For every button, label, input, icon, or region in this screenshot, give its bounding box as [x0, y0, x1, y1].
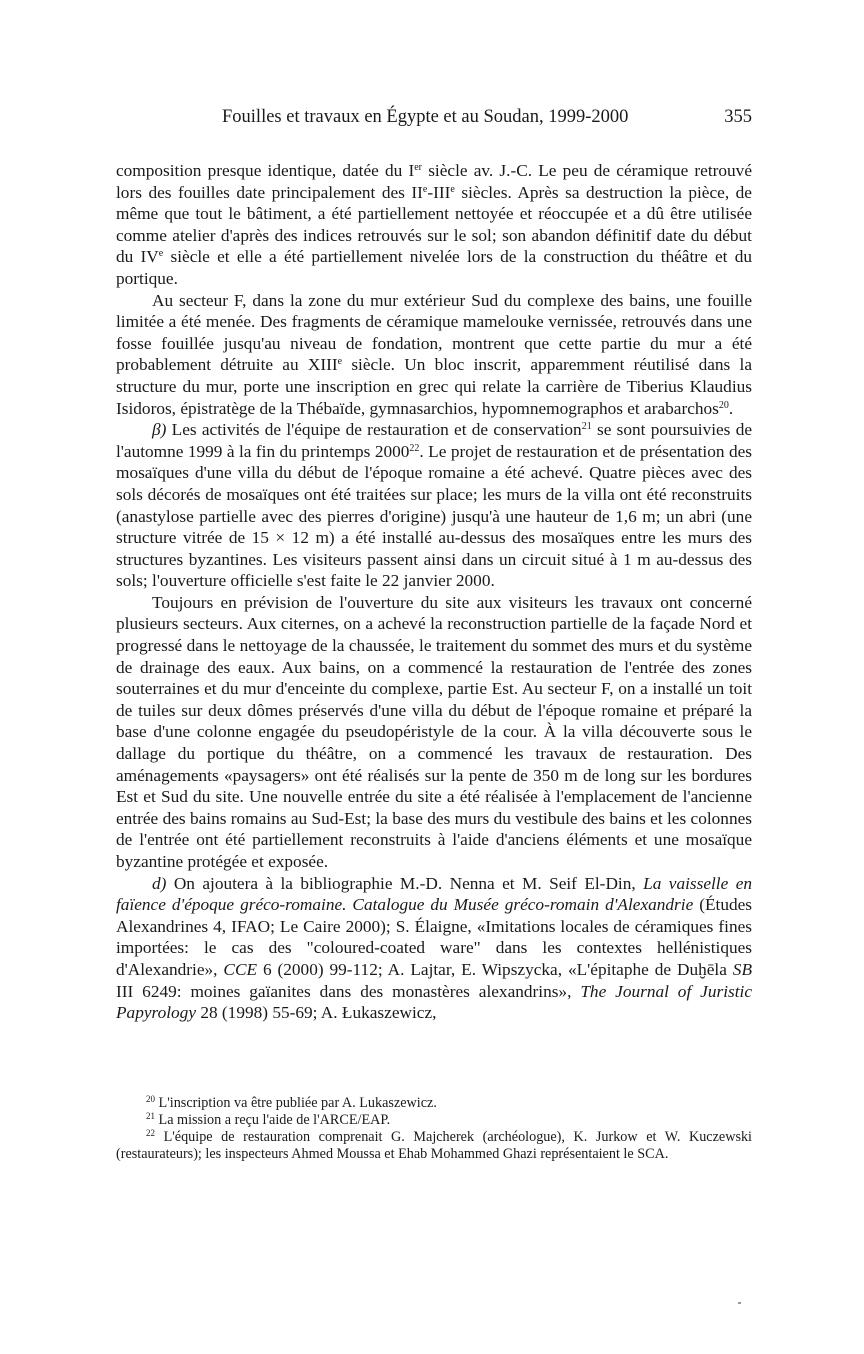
text-run: .	[728, 398, 734, 418]
footnote-number: 21	[146, 1111, 155, 1121]
paragraph	[116, 290, 752, 420]
footnote-number: 20	[146, 1094, 155, 1104]
footnote-number: 22	[146, 1128, 155, 1138]
superscript: e	[450, 183, 455, 195]
text-run: Au secteur F, dans la zone du mur extérieur Sud du complexe des bains, une fouille limitée a été menée. Des fragments de céramique mamelouke vernissée, retrouvés dans une fosse fouillée jusqu'au niveau de fondation, montrent que cette partie du mur a été probablement détruite au XIII	[116, 290, 752, 375]
text-run: III 6249: moines gaïanites dans des monastères alexandrins»,	[116, 981, 581, 1001]
paragraph	[116, 419, 752, 592]
text-run: -III	[427, 182, 451, 202]
text-run: 28 (1998) 55-69; A. Łukaszewicz,	[196, 1003, 437, 1023]
footnote-text: La mission a reçu l'aide de l'ARCE/EAP.	[155, 1112, 391, 1128]
superscript: e	[422, 183, 428, 195]
italic-text: The Journal of Juristic Papyrology	[116, 981, 752, 1023]
superscript: er	[414, 162, 423, 173]
superscript: e	[158, 248, 164, 260]
footnote-text: L'équipe de restauration comprenait G. Majcherek (archéologue), K. Jurkow et W. Kuczewski (restaurateurs); les inspecteurs Ahmed Moussa et Ehab Mohammed Ghazi représentaient le SCA.	[116, 1129, 752, 1162]
scan-speck	[738, 1302, 741, 1304]
paragraph	[116, 592, 752, 873]
running-title: Fouilles et travaux en Égypte et au Soudan, 1999-2000	[222, 107, 629, 127]
footnote	[116, 1129, 752, 1163]
superscript: e	[337, 356, 343, 368]
superscript: 21	[581, 421, 592, 433]
text-run: 6 (2000) 99-112; A. Lajtar, E. Wipszycka, «L'épitaphe de Duḫēla	[257, 959, 733, 979]
italic-text: SB	[732, 959, 752, 979]
text-run: Les activités de l'équipe de restauration et de conservation	[166, 420, 582, 440]
text-run: siècle av. J.-C. Le peu de céramique retrouvé lors des fouilles date principalement des II	[116, 161, 752, 202]
italic-text: β)	[152, 420, 167, 440]
text-run: On ajoutera à la bibliographie M.-D. Nenna et M. Seif El-Din,	[166, 873, 644, 893]
text-run: siècle. Un bloc inscrit, apparemment réutilisé dans la structure du mur, porte une inscription en grec qui relate la carrière de Tiberius Klaudius Isidoros, épistratège de la Thébaïde, gymnasarchios, hypomnemographos et arabarchos	[116, 355, 752, 418]
running-header	[116, 104, 752, 130]
footnote	[116, 1112, 752, 1129]
paragraph	[116, 873, 752, 1024]
italic-text: CCE	[223, 959, 258, 979]
text-run: siècles. Après sa destruction la pièce, de même que tout le bâtiment, a été partiellement nettoyée et réoccupée et a dû être utilisée comme atelier d'après des indices retrouvés sur le sol; son abandon définitif date du début du IV	[116, 182, 752, 267]
footnote-text: L'inscription va être publiée par A. Lukaszewicz.	[155, 1095, 437, 1111]
page-number: 355	[724, 107, 752, 127]
footnotes	[116, 1095, 752, 1163]
main-text	[116, 160, 752, 1024]
text-run: composition presque identique, datée du I	[116, 161, 415, 180]
text-run: . Le projet de restauration et de présentation des mosaïques d'une villa du début de l'époque romaine a été achevé. Quatre pièces avec des sols décorés de mosaïques ont été traitées sur place; les murs de la villa ont été reconstruits (anastylose partielle avec des pierres d'origine) jusqu'à une hauteur de 1,6 m; un abri (une structure vitrée de 15 × 12 m) a été installé au-dessus des mosaïques entre les murs des structures byzantines. Les visiteurs passent ainsi dans un circuit situé à 1 m au-dessus des sols; l'ouverture officielle s'est faite le 22 janvier 2000.	[116, 441, 752, 591]
footnote	[116, 1095, 752, 1112]
text-run: (Études Alexandrines 4, IFAO; Le Caire 2000); S. Élaigne, «Imitations locales de céramiques fines importées: le cas des "coloured-coated ware" dans les contextes hellénistiques d'Alexandrie»,	[116, 895, 753, 979]
text-run: Toujours en prévision de l'ouverture du site aux visiteurs les travaux ont concerné plusieurs secteurs. Aux citernes, on a achevé la reconstruction partielle de la façade Nord et progressé dans le nettoyage de la chaussée, le traitement du sommet des murs et du système de drainage des eaux. Aux bains, on a commencé la restauration de l'entrée des zones souterraines et du mur d'enceinte du complexe, partie Est. Au secteur F, on a installé un toit de tuiles sur deux dômes préservés d'une villa du début de l'époque romaine et préparé la base d'une colonne engagée du pseudopéristyle de la cour. À la villa découverte sous le dallage du portique du théâtre, on a commencé les travaux de restauration. Des aménagements «paysagers» ont été réalisés sur la pente de 350 m de long sur les bordures Est et Sud du site. Une nouvelle entrée du site a été réalisée à l'emplacement de l'ancienne entrée des bains romains au Sud-Est; la base des murs du vestibule des bains et les colonnes de l'entrée ont été partiellement reconstruits à l'aide d'anciens éléments et une mosaïque byzantine protégée et exposée.	[116, 592, 752, 871]
text-run: siècle et elle a été partiellement nivelée lors de la construction du théâtre et du portique.	[116, 247, 752, 288]
italic-text: La vaisselle en faïence d'époque gréco-romaine. Catalogue du Musée gréco-romain d'Alexandrie	[116, 873, 753, 915]
italic-text: d)	[152, 873, 167, 893]
superscript: 22	[409, 442, 420, 454]
superscript: 20	[718, 399, 729, 411]
paragraph	[116, 160, 752, 290]
text-run: se sont poursuivies de l'automne 1999 à la fin du printemps 2000	[116, 420, 753, 461]
